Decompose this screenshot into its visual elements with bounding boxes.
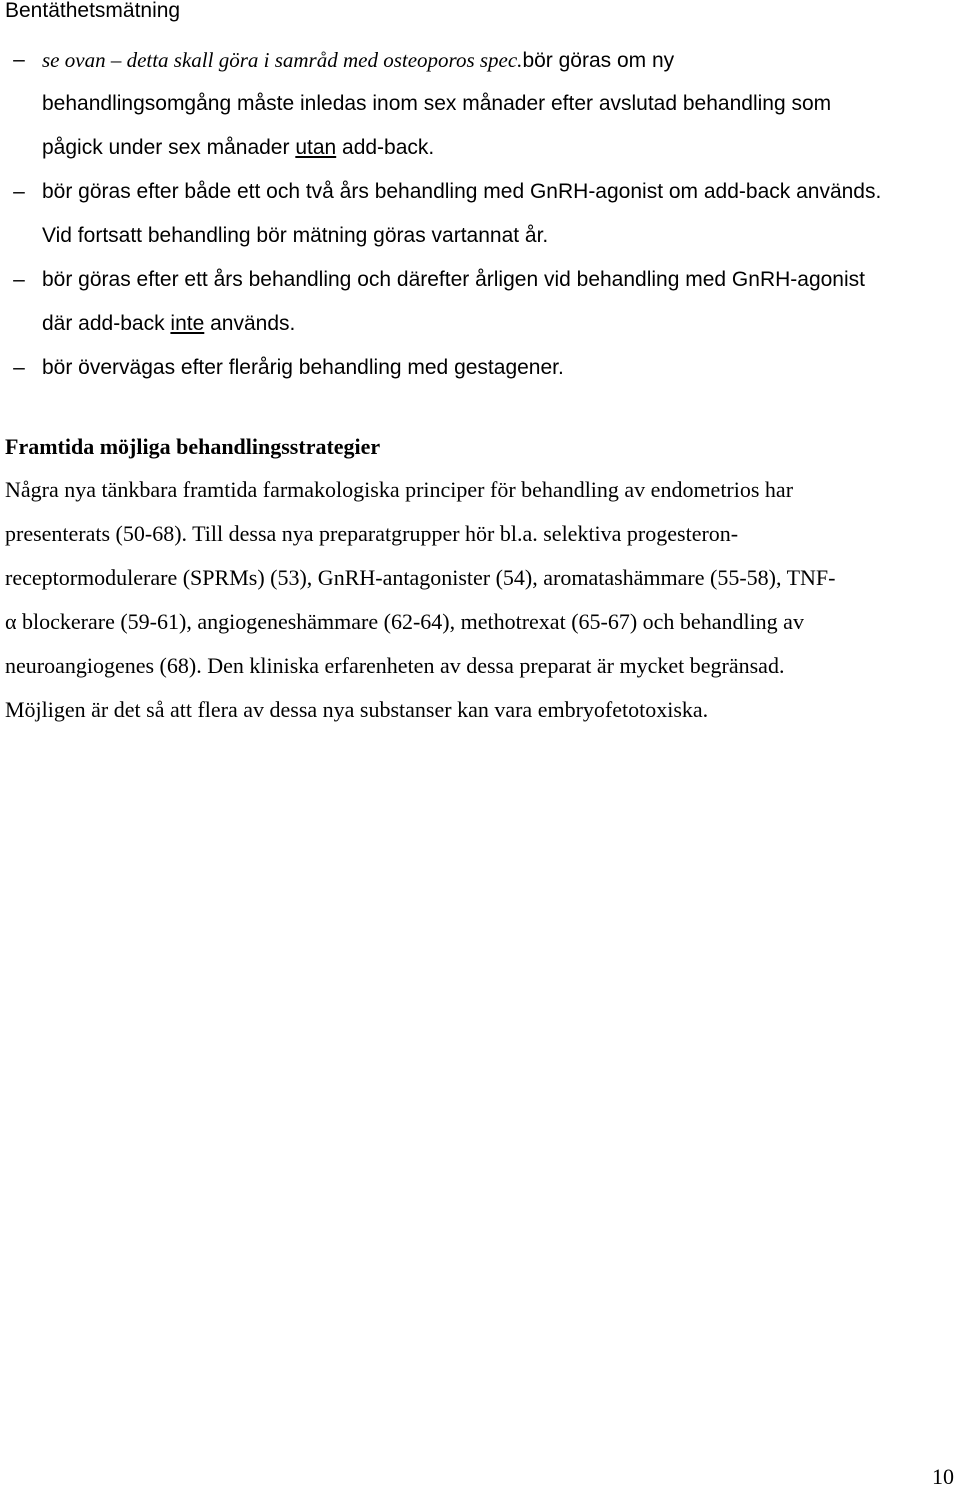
dash-marker: – bbox=[13, 356, 25, 379]
list-item-text: bör göras om ny bbox=[522, 49, 675, 72]
list-item-line: behandlingsomgång måste inledas inom sex månader efter avslutad behandling som bbox=[42, 92, 832, 115]
list-item-line: bör övervägas efter flerårig behandling med gestagener. bbox=[42, 356, 564, 379]
dash-marker: – bbox=[13, 180, 25, 203]
list-item-text: där add-back bbox=[42, 312, 171, 335]
list-item bbox=[0, 170, 960, 258]
paragraph-line: Några nya tänkbara framtida farmakologiska principer för behandling av endometrios har bbox=[5, 477, 794, 502]
list-item-text: används. bbox=[204, 312, 296, 335]
list-item-text: add-back. bbox=[336, 136, 435, 159]
paragraph-line: α blockerare (59-61), angiogeneshämmare (62-64), methotrexat (65-67) och behandling av bbox=[5, 609, 804, 634]
list-item-text: pågick under sex månader bbox=[42, 136, 296, 159]
page-number: 10 bbox=[932, 1464, 954, 1489]
dash-marker: – bbox=[13, 268, 25, 291]
dash-marker: – bbox=[13, 48, 25, 71]
list-item-line bbox=[42, 302, 960, 346]
list-item-line: bör göras efter ett års behandling och därefter årligen vid behandling med GnRH-agonist bbox=[42, 268, 865, 291]
body-paragraph bbox=[5, 468, 960, 732]
list-item bbox=[0, 38, 960, 170]
list-item-line: bör göras efter både ett och två års behandling med GnRH-agonist om add-back används. bbox=[42, 180, 882, 203]
paragraph-line: receptormodulerare (SPRMs) (53), GnRH-antagonister (54), aromatashämmare (55-58), TNF- bbox=[5, 565, 836, 590]
underlined-text: utan bbox=[295, 136, 337, 159]
underlined-text: inte bbox=[170, 312, 205, 335]
italic-text: se ovan – detta skall göra i samråd med osteoporos spec. bbox=[42, 48, 523, 72]
paragraph-line: Möjligen är det så att flera av dessa nya substanser kan vara embryofetotoxiska. bbox=[5, 697, 709, 722]
list-item bbox=[0, 258, 960, 346]
bullet-list bbox=[0, 38, 960, 390]
paragraph-line: presenterats (50-68). Till dessa nya preparatgrupper hör bl.a. selektiva progesteron- bbox=[5, 521, 739, 546]
list-item-line bbox=[42, 126, 960, 170]
section-heading: Framtida möjliga behandlingsstrategier bbox=[5, 434, 381, 459]
list-item-line bbox=[42, 38, 960, 82]
list-item-line: Vid fortsatt behandling bör mätning göras vartannat år. bbox=[42, 224, 549, 247]
paragraph-line: neuroangiogenes (68). Den kliniska erfarenheten av dessa preparat är mycket begränsad. bbox=[5, 653, 785, 678]
list-item bbox=[0, 346, 960, 390]
section-title: Bentäthetsmätning bbox=[5, 0, 181, 22]
